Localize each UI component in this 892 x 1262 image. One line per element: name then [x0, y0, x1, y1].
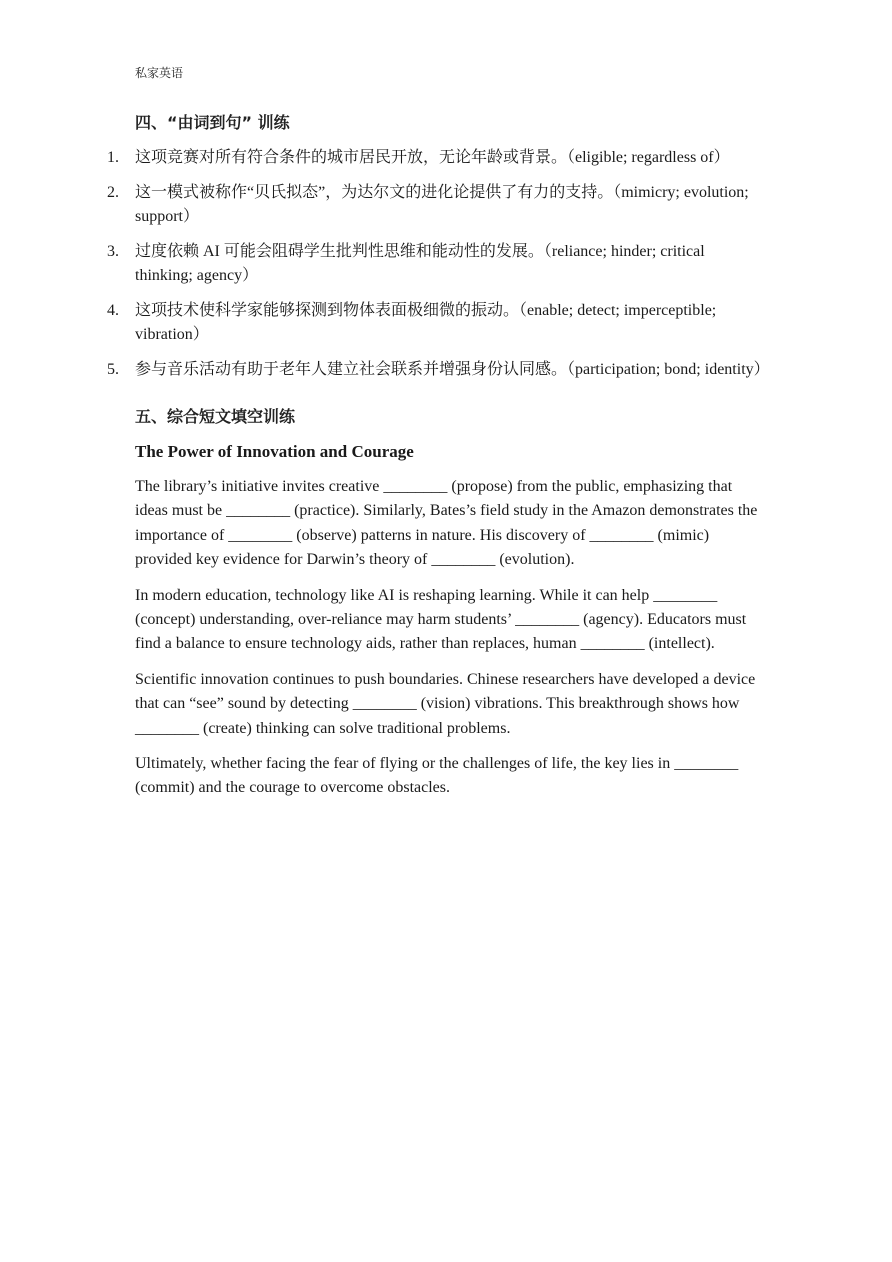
- list-item: [107, 240, 765, 288]
- item-number: 1.: [107, 149, 119, 166]
- list-item: [107, 358, 770, 382]
- section-5: [135, 406, 765, 801]
- item-text: 这一模式被称作“贝氏拟态”，为达尔文的进化论提供了有力的支持。（mimicry; evolution; support）: [135, 184, 749, 225]
- item-text: 这项竞赛对所有符合条件的城市居民开放，无论年龄或背景。（eligible; regardless of）: [135, 149, 730, 166]
- item-text: 过度依赖 AI 可能会阻碍学生批判性思维和能动性的发展。（reliance; hinder; critical thinking; agency）: [135, 243, 705, 284]
- page-header: 私家英语: [135, 66, 184, 80]
- passage-paragraph: Ultimately, whether facing the fear of flying or the challenges of life, the key lies in ________ (commit) and the courage to overcome obstacles.: [135, 755, 739, 797]
- item-number: 3.: [107, 243, 119, 260]
- list-item: [107, 181, 765, 229]
- item-number: 5.: [107, 361, 119, 378]
- item-text: 参与音乐活动有助于老年人建立社会联系并增强身份认同感。（participation; bond; identity）: [135, 361, 770, 378]
- item-text: 这项技术使科学家能够探测到物体表面极细微的振动。（enable; detect; imperceptible; vibration）: [135, 302, 717, 343]
- section-5-title: 五、综合短文填空训练: [135, 407, 296, 426]
- list-item: [107, 299, 765, 347]
- section-4-title: 四、“由词到句” 训练: [135, 113, 290, 132]
- item-number: 4.: [107, 302, 119, 319]
- document-page: [107, 64, 770, 812]
- passage-title: The Power of Innovation and Courage: [135, 442, 414, 461]
- passage-paragraph: The library’s initiative invites creative ________ (propose) from the public, emphasizing that ideas must be ________ (practice). Similarly, Bates’s field study in the Amazon demonstrates the importance of ________ (observe) patterns in nature. His discovery of ________ (mimic) provided key evidence for Darwin’s theory of ________ (evolution).: [135, 478, 758, 569]
- passage-paragraph: Scientific innovation continues to push boundaries. Chinese researchers have developed a device that can “see” sound by detecting ________ (vision) vibrations. This breakthrough shows how ________ (create) thinking can solve traditional problems.: [135, 670, 756, 737]
- list-item: [107, 146, 765, 170]
- passage-paragraph: In modern education, technology like AI is reshaping learning. While it can help ________ (concept) understanding, over-reliance may harm students’ ________ (agency). Educators must find a balance to ensure technology aids, rather than replaces, human ________ (intellect).: [135, 586, 747, 653]
- item-number: 2.: [107, 184, 119, 201]
- translation-task-list: [107, 146, 770, 382]
